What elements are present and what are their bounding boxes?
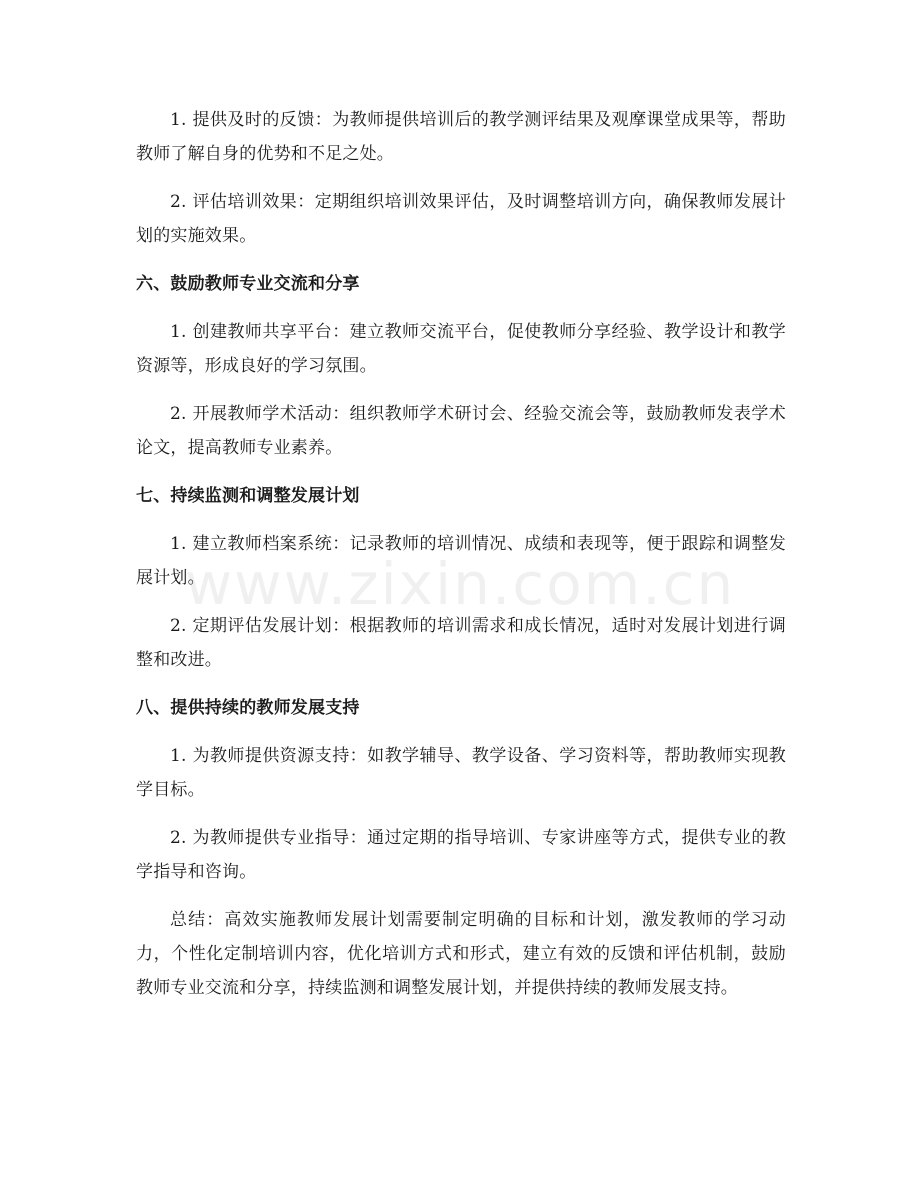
paragraph-feedback: 1. 提供及时的反馈：为教师提供培训后的教学测评结果及观摩课堂成果等，帮助教师了解自身的优势和不足之处。 xyxy=(136,110,786,164)
section-heading-6: 六、鼓励教师专业交流和分享 xyxy=(136,274,360,294)
paragraph-periodic-evaluation: 2. 定期评估发展计划：根据教师的培训需求和成长情况，适时对发展计划进行调整和改进。 xyxy=(136,616,786,670)
section-heading-8: 八、提供持续的教师发展支持 xyxy=(136,698,360,718)
paragraph-professional-guidance: 2. 为教师提供专业指导：通过定期的指导培训、专家讲座等方式，提供专业的教学指导和咨询。 xyxy=(136,828,786,882)
document-page xyxy=(136,103,786,1005)
paragraph-resource-support: 1. 为教师提供资源支持：如教学辅导、教学设备、学习资料等，帮助教师实现教学目标。 xyxy=(136,746,786,800)
paragraph-evaluate-training: 2. 评估培训效果：定期组织培训效果评估，及时调整培训方向，确保教师发展计划的实施效果。 xyxy=(136,192,786,246)
paragraph-archive-system: 1. 建立教师档案系统：记录教师的培训情况、成绩和表现等，便于跟踪和调整发展计划。 xyxy=(136,534,786,588)
section-heading-7: 七、持续监测和调整发展计划 xyxy=(136,486,360,506)
paragraph-academic-activities: 2. 开展教师学术活动：组织教师学术研讨会、经验交流会等，鼓励教师发表学术论文，提高教师专业素养。 xyxy=(136,404,786,458)
watermark-text: www.zixin.com.cn xyxy=(184,550,736,618)
paragraph-summary: 总结：高效实施教师发展计划需要制定明确的目标和计划，激发教师的学习动力，个性化定制培训内容，优化培训方式和形式，建立有效的反馈和评估机制，鼓励教师专业交流和分享，持续监测和调整发展计划，并提供持续的教师发展支持。 xyxy=(136,910,786,998)
paragraph-sharing-platform: 1. 创建教师共享平台：建立教师交流平台，促使教师分享经验、教学设计和教学资源等，形成良好的学习氛围。 xyxy=(136,322,786,376)
